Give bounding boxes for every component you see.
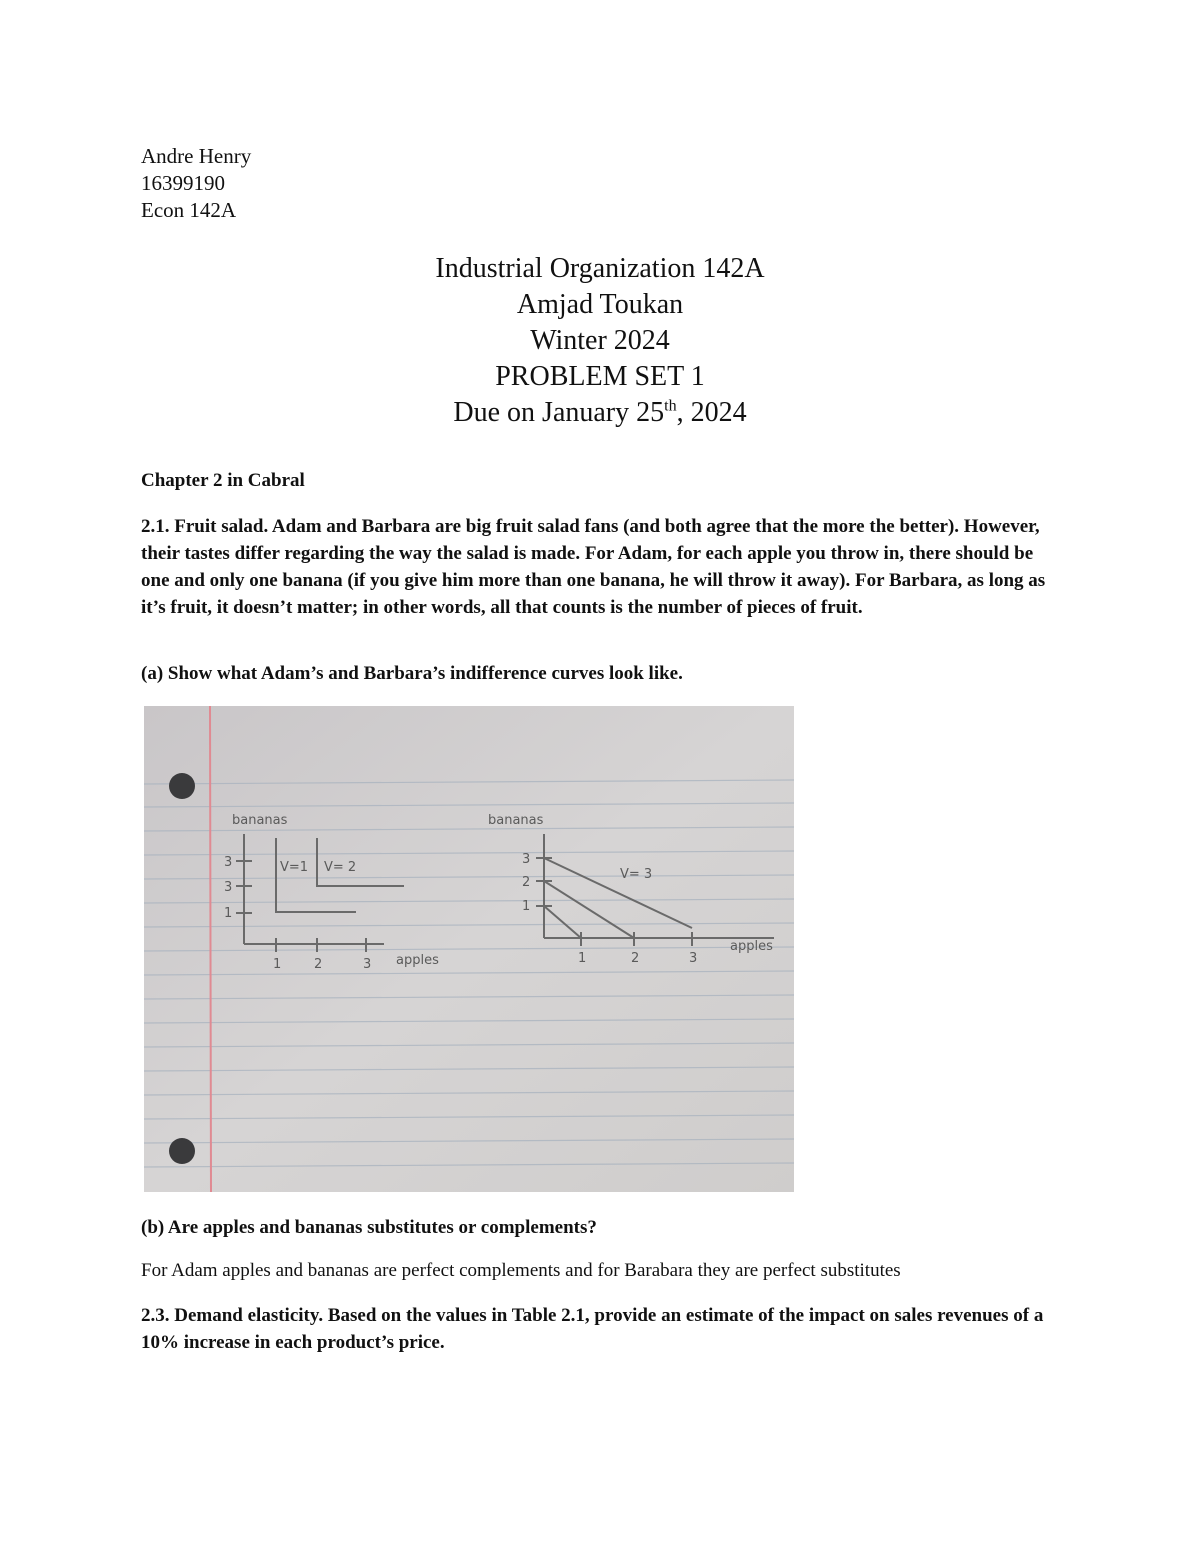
problem-set-title: PROBLEM SET 1 xyxy=(495,361,705,392)
barbara-x-label: apples xyxy=(730,939,773,954)
barbara-curve-label: V= 3 xyxy=(620,867,653,882)
adam-curve-label-2: V= 2 xyxy=(324,860,357,875)
adam-y-tick-1: 3 xyxy=(224,855,233,870)
adam-curve-label-1: V=1 xyxy=(280,860,309,875)
due-date: Due on January 25th, 2024 xyxy=(453,397,747,428)
term: Winter 2024 xyxy=(530,325,670,356)
adam-x-tick-3: 3 xyxy=(363,957,372,972)
adam-y-tick-2: 3 xyxy=(224,880,233,895)
handwritten-graph-photo xyxy=(144,706,794,1192)
binder-hole-top xyxy=(169,773,195,799)
barbara-y-tick-3: 1 xyxy=(522,899,531,914)
instructor: Amjad Toukan xyxy=(516,289,684,320)
student-name: Andre Henry xyxy=(141,144,252,168)
barbara-x-tick-1: 1 xyxy=(578,951,587,966)
adam-y-label: bananas xyxy=(232,813,288,828)
course-code: Econ 142A xyxy=(141,198,237,222)
margin-line xyxy=(210,706,211,1192)
binder-hole-bottom xyxy=(169,1138,195,1164)
barbara-y-tick-2: 2 xyxy=(522,875,531,890)
barbara-x-tick-3: 3 xyxy=(689,951,698,966)
question-b: (b) Are apples and bananas substitutes or complements? xyxy=(141,1217,597,1238)
question-a: (a) Show what Adam’s and Barbara’s indifference curves look like. xyxy=(141,663,683,684)
chapter-heading: Chapter 2 in Cabral xyxy=(141,470,305,491)
adam-x-tick-2: 2 xyxy=(314,957,323,972)
adam-x-label: apples xyxy=(396,953,439,968)
title-block xyxy=(0,251,1200,431)
student-header xyxy=(141,143,251,224)
answer-b: For Adam apples and bananas are perfect complements and for Barabara they are perfect substitutes xyxy=(141,1260,901,1281)
course-title: Industrial Organization 142A xyxy=(435,253,765,284)
adam-x-tick-1: 1 xyxy=(273,957,282,972)
adam-y-tick-3: 1 xyxy=(224,906,233,921)
barbara-y-tick-1: 3 xyxy=(522,852,531,867)
question-2-3: 2.3. Demand elasticity. Based on the values in Table 2.1, provide an estimate of the impact on sales revenues of a 10% increase in each product’s price. xyxy=(141,1305,1044,1353)
barbara-y-label: bananas xyxy=(488,813,544,828)
student-id: 16399190 xyxy=(141,171,225,195)
barbara-x-tick-2: 2 xyxy=(631,951,640,966)
question-2-1: 2.1. Fruit salad. Adam and Barbara are big fruit salad fans (and both agree that the more the better). However, their tastes differ regarding the way the salad is made. For Adam, for each apple you throw in, there should be one and only one banana (if you give him more than one banana, he will throw it away). For Barbara, as long as it’s fruit, it doesn’t matter; in other words, all that counts is the number of pieces of fruit. xyxy=(141,516,1046,618)
